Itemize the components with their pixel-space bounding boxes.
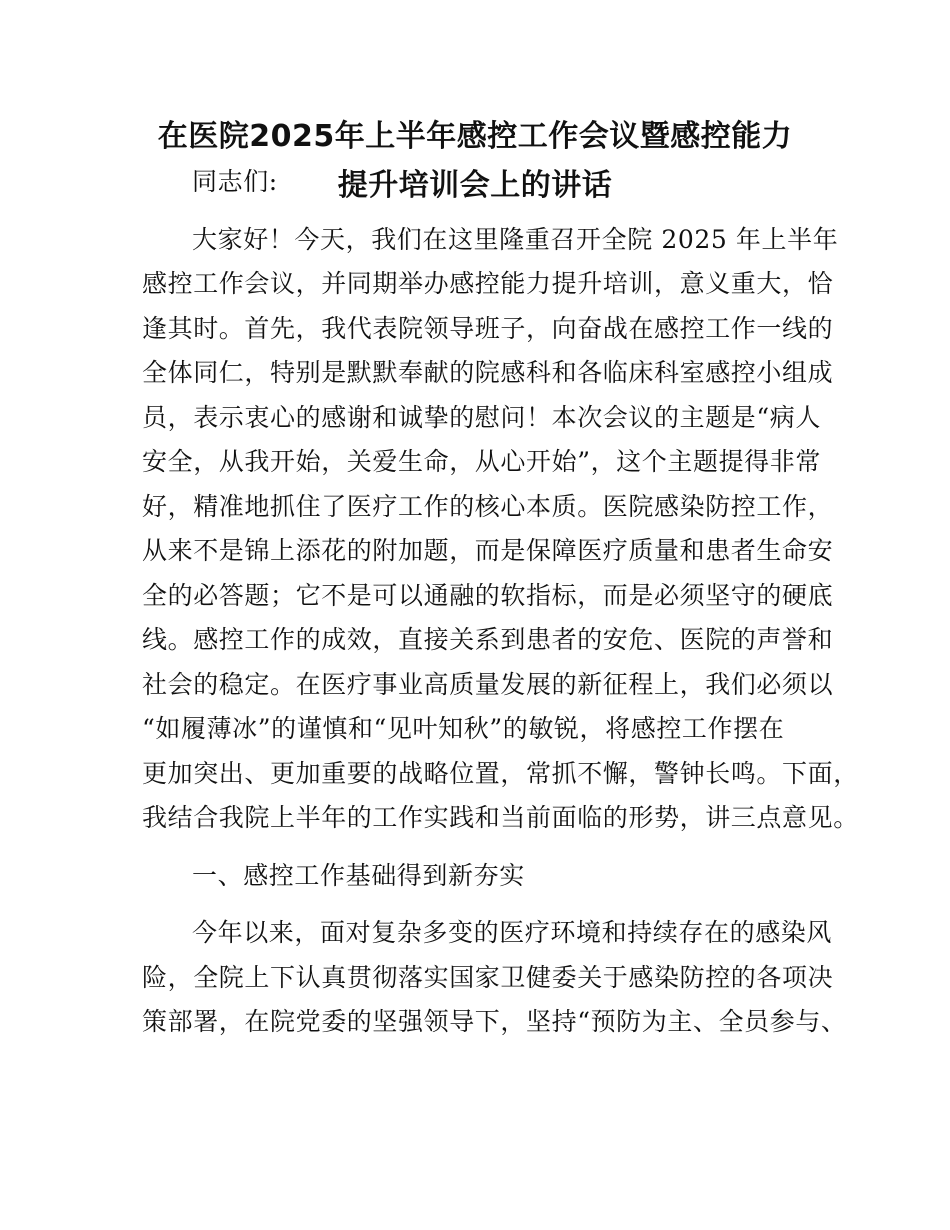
paragraph-line: 线。感控工作的成效，直接关系到患者的安危、医院的声誉和 (142, 625, 834, 654)
speech-body (142, 160, 859, 1045)
title-line: 提升培训会上的讲话 (337, 168, 613, 203)
salutation: 同志们: (192, 167, 278, 196)
paragraph-line: 今年以来，面对复杂多变的医疗环境和持续存在的感染风 (192, 918, 833, 947)
paragraph-line: 员，表示衷心的感谢和诚挚的慰问！本次会议的主题是“病人 (142, 402, 821, 432)
paragraph-line: 从来不是锦上添花的附加题，而是保障医疗质量和患者生命安 (142, 536, 834, 565)
section-heading: 一、感控工作基础得到新夯实 (192, 860, 525, 890)
paragraph-line: 感控工作会议，并同期举办感控能力提升培训，意义重大，恰 (142, 269, 834, 298)
paragraph-line: 安全，从我开始，关爱生命，从心开始”，这个主题提得非常 (142, 447, 821, 476)
paragraph-line: 好，精准地抓住了医疗工作的核心本质。医院感染防控工作， (142, 491, 834, 521)
paragraph-line: 更加突出、更加重要的战略位置，常抓不懈，警钟长鸣。下面， (142, 758, 859, 788)
section-paragraph (142, 911, 847, 1045)
title-line: 在医院2025年上半年感控工作会议暨感控能力 (157, 119, 793, 154)
paragraph-line: 全体同仁，特别是默默奉献的院感科和各临床科室感控小组成 (142, 358, 834, 387)
opening-paragraph (142, 218, 859, 841)
paragraph-line: 全的必答题；它不是可以通融的软指标，而是必须坚守的硬底 (142, 580, 834, 610)
paragraph-line: 社会的稳定。在医疗事业高质量发展的新征程上，我们必须以 (142, 669, 834, 699)
paragraph-line: 逢其时。首先，我代表院领导班子，向奋战在感控工作一线的 (142, 313, 834, 343)
paragraph-line: “如履薄冰”的谨慎和“见叶知秋”的敏锐，将感控工作摆在 (142, 714, 785, 743)
paragraph-line: 我结合我院上半年的工作实践和当前面临的形势，讲三点意见。 (142, 803, 859, 832)
paragraph-line: 策部署，在院党委的坚强领导下，坚持“预防为主、全员参与、 (142, 1007, 847, 1036)
paragraph-line: 险，全院上下认真贯彻落实国家卫健委关于感染防控的各项决 (142, 962, 834, 992)
paragraph-line: 大家好！今天，我们在这里隆重召开全院 2025 年上半年 (192, 224, 839, 254)
